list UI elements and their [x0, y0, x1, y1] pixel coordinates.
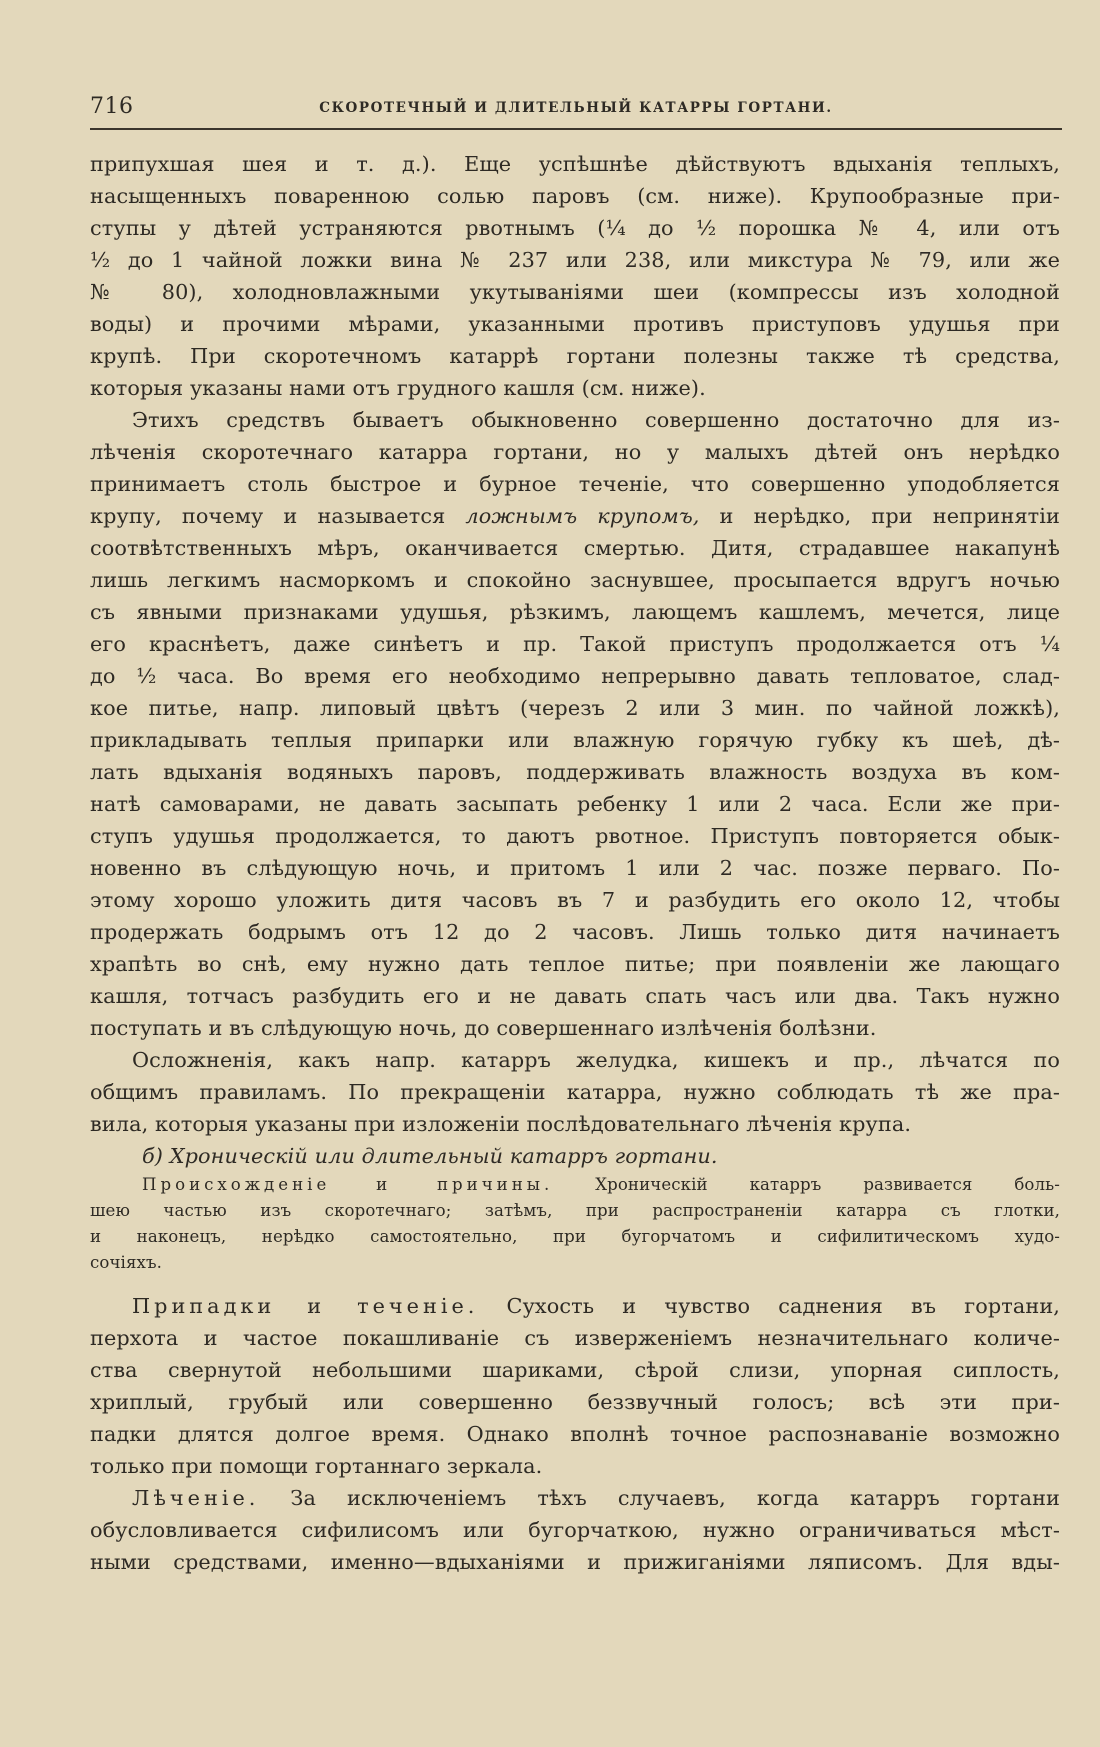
header-rule: [90, 128, 1062, 130]
text-line: [90, 1482, 1060, 1514]
text-line: обусловливается сифилисомъ или бугорчаткою, нужно ограничиваться мѣст-: [90, 1518, 1060, 1542]
text-line: [90, 1290, 1060, 1322]
text-line: Этихъ средствъ бываетъ обыкновенно совершенно достаточно для из-: [132, 408, 1060, 432]
text-run: и нерѣдко, при непринятіи: [699, 504, 1060, 528]
text-line: насыщенныхъ поваренною солью паровъ (см. ниже). Крупообразные при-: [90, 184, 1060, 208]
text-run: За исключеніемъ тѣхъ случаевъ, когда катарръ гортани: [259, 1486, 1060, 1510]
text-line: лишь легкимъ насморкомъ и спокойно заснувшее, просыпается вдругъ ночью: [90, 568, 1060, 592]
text-line: воды) и прочими мѣрами, указанными противъ приступовъ удушья при: [90, 312, 1060, 336]
text-line: ½ до 1 чайной ложки вина № 237 или 238, или микстура № 79, или же: [90, 248, 1060, 272]
text-line: кашля, тотчасъ разбудить его и не давать спать часъ или два. Такъ нужно: [90, 984, 1060, 1008]
text-line: ступъ удушья продолжается, то даютъ рвотное. Приступъ повторяется обык-: [90, 824, 1060, 848]
spaced-heading: Лѣченіе.: [132, 1486, 260, 1510]
text-line: и наконецъ, нерѣдко самостоятельно, при бугорчатомъ и сифилитическомъ худо-: [90, 1227, 1060, 1246]
body-text: [90, 148, 1060, 1578]
text-line: только при помощи гортаннаго зеркала.: [90, 1454, 543, 1478]
text-line: ступы у дѣтей устраняются рвотнымъ (¼ до ½ порошка № 4, или отъ: [90, 216, 1060, 240]
section-heading: б) Хроническій или длительный катарръ гортани.: [142, 1144, 718, 1168]
text-line: его краснѣетъ, даже синѣетъ и пр. Такой приступъ продолжается отъ ¼: [90, 632, 1060, 656]
text-line: хриплый, грубый или совершенно беззвучный голосъ; всѣ эти при-: [90, 1390, 1060, 1414]
text-line: соотвѣтственныхъ мѣръ, оканчивается смертью. Дитя, страдавшее накапунѣ: [90, 536, 1060, 560]
text-line: лѣченія скоротечнаго катарра гортани, но у малыхъ дѣтей онъ нерѣдко: [90, 440, 1060, 464]
text-run: Хроническій катарръ развивается боль-: [553, 1175, 1060, 1194]
text-line: вила, которыя указаны при изложеніи послѣдовательнаго лѣченія крупа.: [90, 1112, 912, 1136]
small-paragraph: [90, 1172, 1060, 1276]
spaced-heading: Припадки и теченіе.: [132, 1294, 479, 1318]
text-line: припухшая шея и т. д.). Еще успѣшнѣе дѣйствуютъ вдыханія теплыхъ,: [90, 152, 1060, 176]
text-line: перхота и частое покашливаніе съ извержeніемъ незначительнаго количе-: [90, 1326, 1060, 1350]
text-line: № 80), холодновлажными укутываніями шеи (компрессы изъ холодной: [90, 280, 1060, 304]
spacer: [90, 1276, 1060, 1290]
text-line: продержать бодрымъ отъ 12 до 2 часовъ. Лишь только дитя начинаетъ: [90, 920, 1060, 944]
text-line: съ явными признаками удушья, рѣзкимъ, лающемъ кашлемъ, мечется, лице: [90, 600, 1060, 624]
text-line: общимъ правиламъ. По прекращеніи катарра, нужно соблюдать тѣ же пра-: [90, 1080, 1060, 1104]
text-line: ства свернутой небольшими шариками, сѣрой слизи, упорная сиплость,: [90, 1358, 1060, 1382]
text-line: шею частью изъ скоротечнаго; затѣмъ, при распространеніи катарра съ глотки,: [90, 1201, 1060, 1220]
text-line: ными средствами, именно—вдыханіями и прижиганіями ляписомъ. Для вды-: [90, 1550, 1060, 1574]
spaced-heading: Происхожденіе и причины.: [142, 1175, 554, 1194]
text-line: кое питье, напр. липовый цвѣтъ (черезъ 2 или 3 мин. по чайной ложкѣ),: [90, 696, 1060, 720]
italic-term: ложнымъ крупомъ,: [465, 504, 700, 528]
paragraph-5: [90, 1482, 1060, 1578]
paragraph-1: [90, 148, 1060, 404]
text-line: храпѣть во снѣ, ему нужно дать теплое питье; при появленіи же лающаго: [90, 952, 1060, 976]
text-line: сочіяхъ.: [90, 1253, 163, 1272]
text-line: падки длятся долгое время. Однако вполнѣ точное распознаваніе возможно: [90, 1422, 1060, 1446]
text-line: принимаетъ столь быстрое и бурное теченіе, что совершенно уподобляется: [90, 472, 1060, 496]
text-line: прикладывать теплыя припарки или влажную горячую губку къ шеѣ, дѣ-: [90, 728, 1060, 752]
text-line: Осложненія, какъ напр. катарръ желудка, кишекъ и пр., лѣчатся по: [132, 1048, 1060, 1072]
running-title: СКОРОТЕЧНЫЙ И ДЛИТЕЛЬНЫЙ КАТАРРЫ ГОРТАНИ.: [319, 100, 833, 116]
text-line: натѣ самоварами, не давать засыпать ребенку 1 или 2 часа. Если же при-: [90, 792, 1060, 816]
text-line: крупѣ. При скоротечномъ катаррѣ гортани полезны также тѣ средства,: [90, 344, 1060, 368]
paragraph-3: [90, 1044, 1060, 1140]
text-line: лать вдыханія водяныхъ паровъ, поддерживать влажность воздуха въ ком-: [90, 760, 1060, 784]
text-line: [90, 500, 1060, 532]
text-line: [90, 1172, 1060, 1198]
text-line: которыя указаны нами отъ грудного кашля (см. ниже).: [90, 376, 706, 400]
page-number: 716: [90, 94, 134, 119]
text-line: поступать и въ слѣдующую ночь, до совершеннаго излѣченія болѣзни.: [90, 1016, 877, 1040]
page-header: [90, 90, 1062, 130]
paragraph-4: [90, 1290, 1060, 1482]
text-run: Сухость и чувство саднения въ гортани,: [478, 1294, 1060, 1318]
paragraph-2: [90, 404, 1060, 1044]
text-line: новенно въ слѣдующую ночь, и притомъ 1 или 2 час. позже перваго. По-: [90, 856, 1060, 880]
text-line: до ½ часа. Во время его необходимо непрерывно давать тепловатое, слад-: [90, 664, 1060, 688]
text-line: этому хорошо уложить дитя часовъ въ 7 и разбудить его около 12, чтобы: [90, 888, 1060, 912]
text-run: крупу, почему и называется: [90, 504, 466, 528]
